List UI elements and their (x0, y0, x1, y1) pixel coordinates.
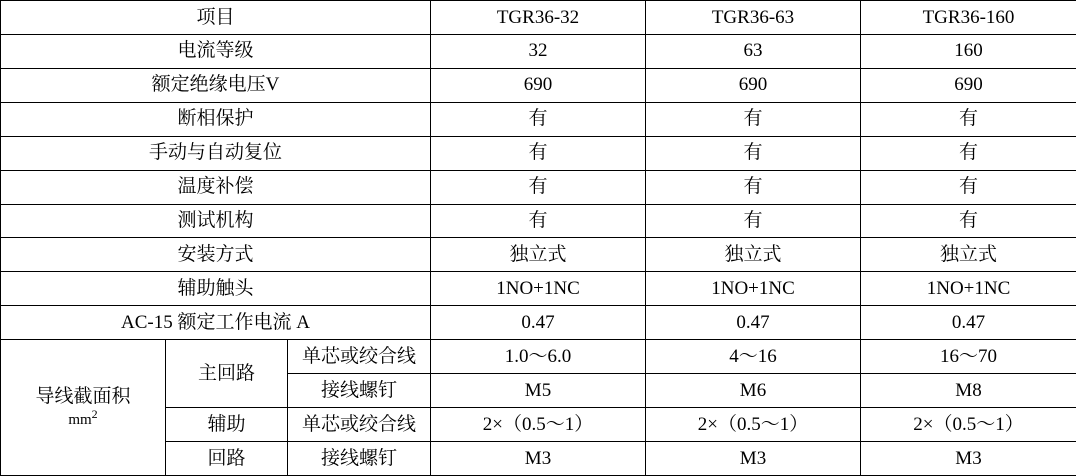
table-row (1, 306, 1076, 340)
row-value: 690 (646, 68, 861, 102)
header-model-2: TGR36-63 (646, 1, 861, 35)
row-label: 辅助触头 (1, 272, 431, 306)
header-model-3: TGR36-160 (861, 1, 1076, 35)
row-label: 额定绝缘电压V (1, 68, 431, 102)
wire-subrow-label: 单芯或绞合线 (288, 340, 431, 374)
wire-group-aux-label-line1: 辅助 (166, 408, 288, 442)
row-value: 有 (431, 136, 646, 170)
wire-section-label (1, 340, 166, 476)
header-model-1: TGR36-32 (431, 1, 646, 35)
wire-value: 2×（0.5～1） (431, 408, 646, 442)
wire-value: 4～16 (646, 340, 861, 374)
row-value: 有 (431, 170, 646, 204)
row-value: 有 (646, 204, 861, 238)
wire-value: M6 (646, 374, 861, 408)
row-value: 独立式 (646, 238, 861, 272)
wire-value: 16～70 (861, 340, 1076, 374)
header-item-label: 项目 (1, 1, 431, 35)
row-value: 32 (431, 34, 646, 68)
row-value: 独立式 (431, 238, 646, 272)
row-value: 63 (646, 34, 861, 68)
wire-section-label-line1: 导线截面积 (35, 386, 131, 408)
row-value: 1NO+1NC (431, 272, 646, 306)
wire-value: M8 (861, 374, 1076, 408)
row-value: 1NO+1NC (861, 272, 1076, 306)
table-row (1, 136, 1076, 170)
row-label: 断相保护 (1, 102, 431, 136)
wire-value: 1.0～6.0 (431, 340, 646, 374)
table-row (1, 68, 1076, 102)
row-label: 温度补偿 (1, 170, 431, 204)
table-row (1, 102, 1076, 136)
wire-value: 2×（0.5～1） (646, 408, 861, 442)
table-row (1, 204, 1076, 238)
table-row (1, 272, 1076, 306)
row-label: 测试机构 (1, 204, 431, 238)
row-value: 有 (431, 204, 646, 238)
table-row (1, 238, 1076, 272)
row-label: AC-15 额定工作电流 A (1, 306, 431, 340)
row-value: 有 (861, 170, 1076, 204)
wire-subrow-label: 接线螺钉 (288, 374, 431, 408)
wire-group-main-label: 主回路 (166, 340, 288, 408)
row-value: 有 (861, 102, 1076, 136)
table-row (1, 170, 1076, 204)
row-value: 有 (646, 102, 861, 136)
table-row (1, 34, 1076, 68)
wire-value: M3 (861, 441, 1076, 475)
row-label: 安装方式 (1, 238, 431, 272)
row-value: 有 (431, 102, 646, 136)
row-value: 有 (861, 136, 1076, 170)
row-value: 有 (861, 204, 1076, 238)
row-value: 0.47 (861, 306, 1076, 340)
wire-group-aux-label-line2: 回路 (166, 441, 288, 475)
row-value: 0.47 (646, 306, 861, 340)
row-value: 690 (861, 68, 1076, 102)
wire-subrow-label: 接线螺钉 (288, 441, 431, 475)
row-value: 有 (646, 136, 861, 170)
table-header-row (1, 1, 1076, 35)
wire-value: M5 (431, 374, 646, 408)
wire-section-label-line2: $mm^2$ (68, 406, 98, 428)
row-value: 1NO+1NC (646, 272, 861, 306)
row-value: 160 (861, 34, 1076, 68)
wire-subrow-label: 单芯或绞合线 (288, 408, 431, 442)
wire-value: 2×（0.5～1） (861, 408, 1076, 442)
wire-value: M3 (431, 441, 646, 475)
row-value: 690 (431, 68, 646, 102)
table-row-wire-main-1 (1, 340, 1076, 374)
row-value: 有 (646, 170, 861, 204)
row-value: 独立式 (861, 238, 1076, 272)
row-label: 手动与自动复位 (1, 136, 431, 170)
wire-value: M3 (646, 441, 861, 475)
row-value: 0.47 (431, 306, 646, 340)
wire-section-label-sup: 2 (91, 406, 98, 421)
row-label: 电流等级 (1, 34, 431, 68)
